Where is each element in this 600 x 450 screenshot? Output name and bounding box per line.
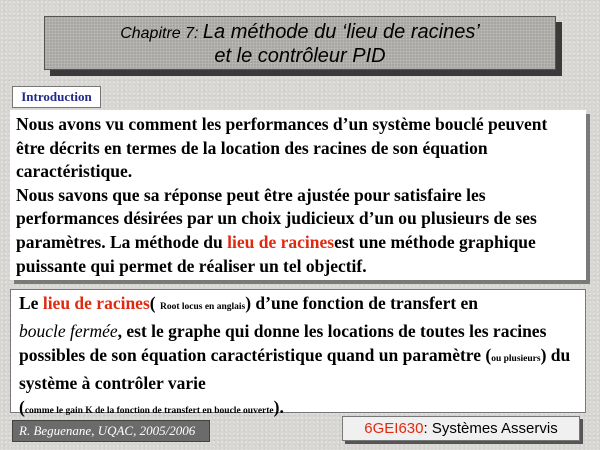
gain-note: comme le gain K de la fonction de transfert en boucle ouverte	[24, 406, 274, 416]
para1-part3: est une méthode graphique puissante qui permet de réaliser un tel objectif.	[16, 231, 536, 276]
boucle-fermee: boucle fermée	[19, 321, 118, 341]
para2-open2: (	[19, 397, 25, 417]
para2-open-paren: (	[149, 293, 160, 313]
ou-plusieurs-note: ou plusieurs	[491, 354, 541, 364]
footer-author: R. Beguenane, UQAC, 2005/2006	[12, 420, 210, 442]
para2-close2: ).	[273, 397, 284, 417]
para2-after-note: ) d’une fonction de transfert en	[245, 293, 479, 313]
chapter-label: Chapitre 7:	[120, 25, 199, 42]
slide-title	[44, 16, 556, 70]
footer-course	[342, 416, 580, 441]
root-locus-note: Root locus en anglais	[159, 302, 246, 312]
para1-highlight: lieu de racines	[227, 231, 335, 252]
course-code: 6GEI630	[364, 420, 424, 437]
intro-paragraph	[10, 110, 586, 280]
para2-body2: ) du système à contrôler varie	[19, 345, 571, 393]
title-line2: et le contrôleur PID	[214, 45, 386, 67]
para2-body: , est le graphe qui donne les locations de toutes les racines possibles de son équation caractéristique quand un paramètre (	[19, 321, 547, 365]
title-line1: La méthode du ‘lieu de racines’	[202, 21, 480, 43]
para2-highlight: lieu de racines	[42, 293, 150, 313]
course-name: : Systèmes Asservis	[423, 420, 558, 437]
para1-part1: Nous avons vu comment les performances d’un système bouclé peuvent être décrits en termes de la location des racines de son équation caractéristique.	[16, 114, 548, 182]
section-tab-introduction: Introduction	[12, 86, 101, 108]
definition-paragraph	[10, 289, 586, 417]
para1-part2: Nous savons que sa réponse peut être ajustée pour satisfaire les performances désirées par un choix judicieux d’un ou plusieurs de ses paramètres. La méthode du	[16, 184, 537, 252]
para2-le: Le	[19, 293, 43, 313]
